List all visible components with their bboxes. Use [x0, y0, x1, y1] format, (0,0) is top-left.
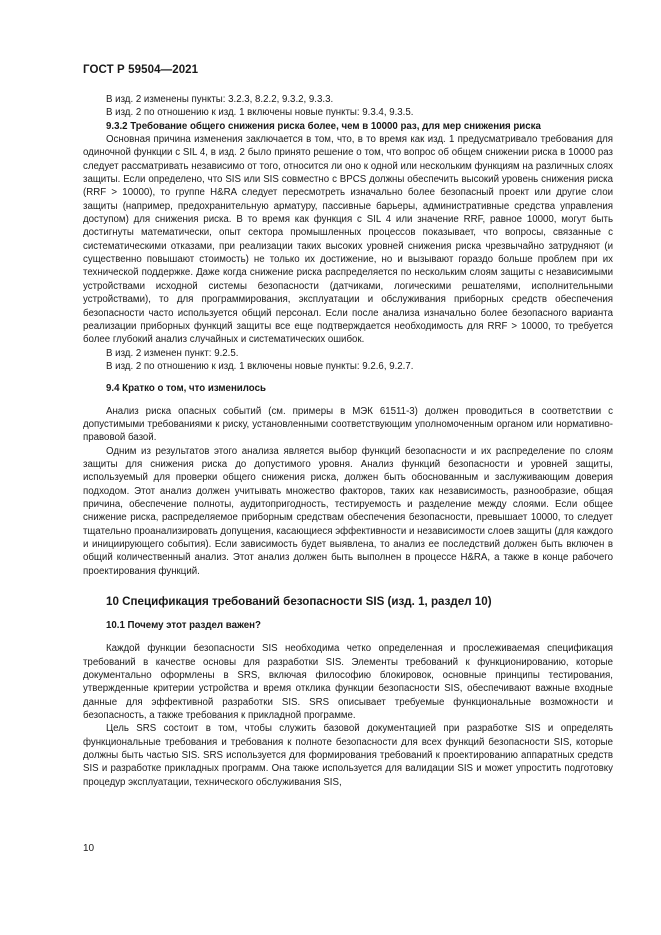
- revision-note: В изд. 2 по отношению к изд. 1 включены новые пункты: 9.2.6, 9.2.7.: [106, 360, 414, 372]
- paragraph: Цель SRS состоит в том, чтобы служить базовой документацией при разработке SIS и определять функциональные требования и требования к полноте безопасности для всех функций безопасности SIS, которые должны быть частью SIS. SRS используется для формирования требований к проектированию аппаратных средств SIS и разработке прикладных программ. Она также используется для валидации SIS и может упростить подготовку процедур эксплуатации, технического обслуживания SIS,: [83, 723, 613, 788]
- paragraph: Каждой функции безопасности SIS необходима четко определенная и прослеживаемая спецификация требований в качестве основы для разработки SIS. Элементы требований к функционированию, которые документально оформлены в SRS, включая философию блокировок, основные принципы тестирования, утвержденные критерии устройства и время отклика функции безопасности SIS, обеспечивают важные входные данные для эффективной разработки SIS. SRS описывает требуемые функциональные возможности и безопасность, а также требования к прикладной программе.: [83, 643, 613, 722]
- chapter-heading: 10 Спецификация требований безопасности SIS (изд. 1, раздел 10): [106, 595, 492, 609]
- paragraph: Основная причина изменения заключается в том, что, в то время как изд. 1 предусматривало требования для одиночной функции с SIL 4, в изд. 2 было принято решение о том, что вопрос об общем снижении риска в 10000 раз следует рассматривать независимо от того, относится ли оно к одной или нескольким функциям на различных слоях защиты. Если определено, что SIS или SIS совместно с BPCS должны обеспечить высокий уровень снижения риска (RRF > 10000), то группе H&RA следует пересмотреть изначально более безопасный проект или другие слои защиты (например, предохранительную арматуру, пассивные барьеры, административные средства управления доступом) для снижения риска. В то время как функция с SIL 4 или значение RRF, равное 10000, могут быть достигнуты математически, опыт сектора промышленных процессов показывает, что вопросы, связанные с систематическими отказами, при реализации таких высоких уровней снижения риска чрезвычайно затрудняют (и существенно повышают стоимость) не только их достижение, но и вызывают гораздо больше проблем при их технической поддержке. Даже когда снижение риска распределяется по нескольким слоям защиты с независимыми устройствами исходной системы безопасности (датчиками, логическими решателями, исполнительными устройствами), то для программирования, эксплуатации и обслуживания приборных средств обеспечения безопасности часто используется общий персонал. Если после анализа изначально более безопасного варианта реализации приборных функций защиты все еще подтверждается необходимость для RRF > 10000, то требуется более глубокий анализ случайных и систематических ошибок.: [83, 134, 613, 346]
- page-number: 10: [83, 843, 95, 854]
- revision-note: В изд. 2 изменен пункт: 9.2.5.: [106, 347, 239, 359]
- paragraph: Анализ риска опасных событий (см. примеры в МЭК 61511-3) должен проводиться в соответствии с допустимыми требованиями к риску, установленными соответствующим уполномоченным органом или нормативно-правовой базой.: [83, 405, 613, 444]
- page-content: [83, 93, 613, 789]
- document-header: ГОСТ Р 59504—2021: [83, 64, 199, 76]
- subsection-heading: 9.3.2 Требование общего снижения риска более, чем в 10000 раз, для мер снижения риска: [106, 120, 541, 132]
- section-heading: 10.1 Почему этот раздел важен?: [106, 620, 261, 632]
- revision-note: В изд. 2 изменены пункты: 3.2.3, 8.2.2, 9.3.2, 9.3.3.: [106, 94, 334, 105]
- revision-note: В изд. 2 по отношению к изд. 1 включены новые пункты: 9.3.4, 9.3.5.: [106, 107, 414, 119]
- section-heading: 9.4 Кратко о том, что изменилось: [106, 383, 266, 395]
- paragraph: Одним из результатов этого анализа является выбор функций безопасности и их распределение по слоям защиты для снижения риска до допустимого уровня. Анализ функций безопасности и уровней защиты, используемый для проверки общего снижения риска, должен быть обоснованным и заслуживающим доверия подходом. Этот анализ должен учитывать множество факторов, таких как независимость, разнообразие, общая причина, обеспечение полноты, аудитопригодность, тестируемость и разделение между слоями. Если общее снижение риска, распределяемое приборным средствам обеспечения безопасности, превышает 10000, то следует тщательно проанализировать допущения, касающиеся эффективности и независимости слоев защиты (для каждого и инициирующего события). Если зависимость будет выявлена, то анализ ее последствий должен быть включен в общий количественный анализ. Этот анализ должен быть выполнен в процессе H&RA, а также в конце рабочего проектирования функций.: [83, 445, 613, 577]
